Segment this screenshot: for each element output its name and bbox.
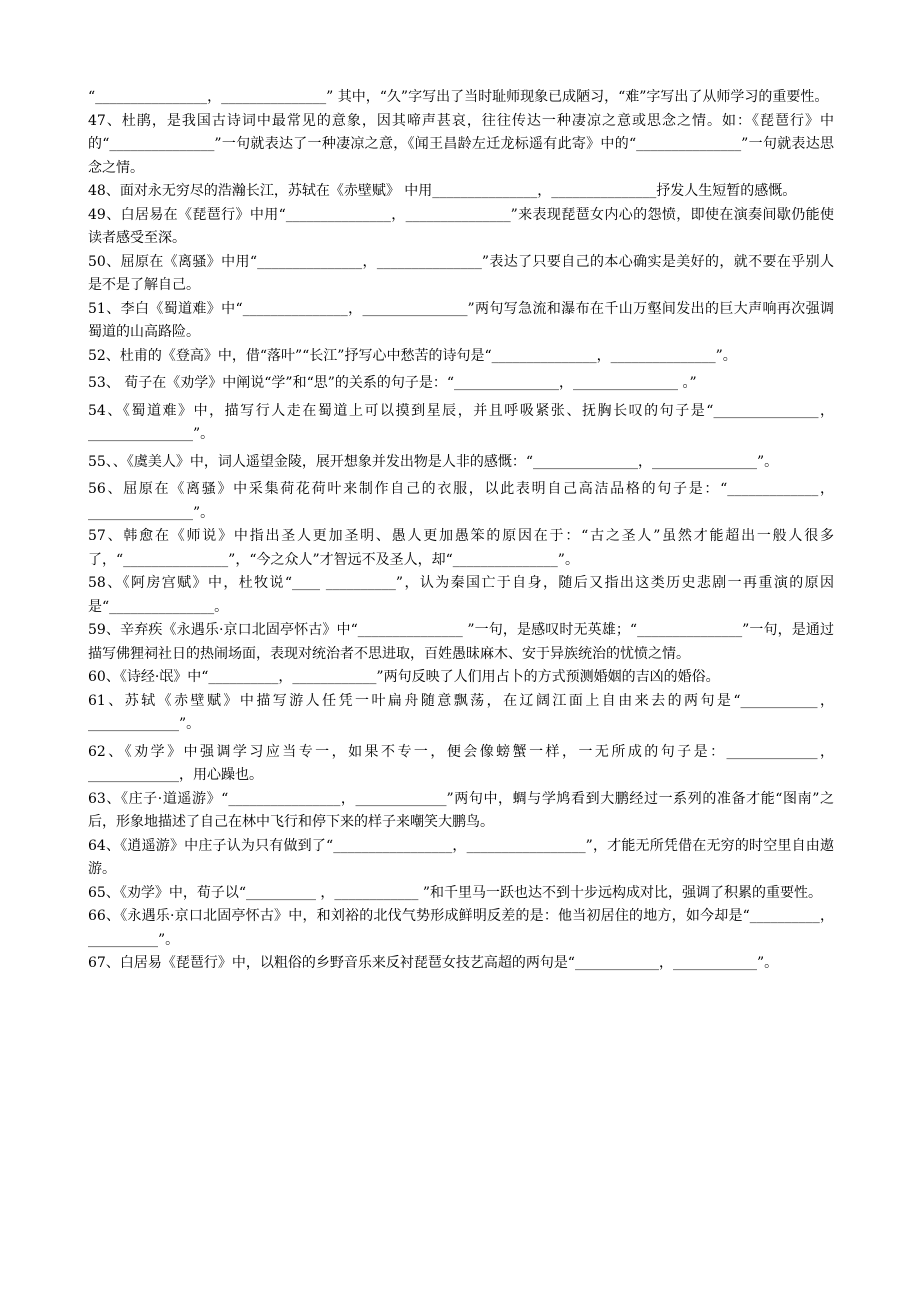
question-60: 60、《诗经·氓》中“__________，____________”两句反映了人们用占卜的方式预测婚姻的吉凶的婚俗。 xyxy=(88,669,720,685)
question-66: 66、《永遇乐·京口北固亭怀古》中，和刘裕的北伐气势形成鲜明反差的是：他当初居住的地方，如今却是“__________，__________”。 xyxy=(88,908,834,948)
question-53: 53、 荀子在《劝学》中阐说“学”和“思”的关系的句子是：“_______________，_______________ 。” xyxy=(88,375,697,391)
question-61: 61、苏轼《赤壁赋》中描写游人任凭一叶扁舟随意飘荡，在辽阔江面上自由来去的两句是“___________，_____________”。 xyxy=(88,692,834,732)
question-52: 52、杜甫的《登高》中，借“落叶”“长江”抒写心中愁苦的诗句是“_______________，_______________”。 xyxy=(88,347,737,364)
question-47: 47、杜鹃，是我国古诗词中最常见的意象，因其啼声甚哀，往往传达一种凄凉之意或思念之情。如：《琵琶行》中的“_______________”一句就表达了一种凄凉之意，《闻王昌龄左迁龙标遥有此寄》中的“_______________”一句就表达思念之情。 xyxy=(88,112,834,176)
question-62: 62、《劝学》中强调学习应当专一，如果不专一，便会像螃蟹一样，一无所成的句子是：_____________，_____________，用心躁也。 xyxy=(88,743,834,783)
question-58: 58、《阿房宫赋》中，杜牧说“____ __________”，认为秦国亡于自身，随后又指出这类历史悲剧一再重演的原因是“_______________。 xyxy=(88,575,834,615)
question-65: 65、《劝学》中，荀子以“__________ ，____________ ”和千里马一跃也达不到十步远构成对比，强调了积累的重要性。 xyxy=(88,884,823,901)
question-67: 67、白居易《琵琶行》中，以粗俗的乡野音乐来反衬琵琶女技艺高超的两句是“____________，____________”。 xyxy=(88,955,779,971)
question-51: 51、李白《蜀道难》中“_______________，_______________”两句写急流和瀑布在千山万壑间发出的巨大声响再次强调蜀道的山高路险。 xyxy=(88,300,834,340)
question-50: 50、屈原在《离骚》中用“_______________，_______________”表达了只要自己的本心确实是美好的，就不要在乎别人是不是了解自己。 xyxy=(88,253,834,293)
question-56: 56、屈原在《离骚》中采集荷花荷叶来制作自己的衣服，以此表明自己高洁品格的句子是：“_____________，_______________”。 xyxy=(88,481,834,521)
question-49: 49、白居易在《琵琶行》中用“_______________，_______________”来表现琵琶女内心的怨愤，即使在演奏间歇仍能使读者感受至深。 xyxy=(88,206,834,246)
question-continued: “________________，_______________” 其中，“久”字写出了当时耻师现象已成陋习，“难”字写出了从师学习的重要性。 xyxy=(88,89,829,105)
question-55: 55、、《虞美人》中，词人遥望金陵，展开想象并发出物是人非的感慨：“_______________，_______________”。 xyxy=(88,453,779,470)
question-57: 57、韩愈在《师说》中指出圣人更加圣明、愚人更加愚笨的原因在于：“古之圣人”虽然才能超出一般人很多了，“_______________”，“今之众人”才智远不及圣人，却“_______________”。 xyxy=(88,528,834,568)
question-54: 54、《蜀道难》中，描写行人走在蜀道上可以摸到星辰，并且呼吸紧张、抚胸长叹的句子是“_______________，_______________”。 xyxy=(88,402,834,442)
question-48: 48、面对永无穷尽的浩瀚长江，苏轼在《赤壁赋》 中用_______________，_______________抒发人生短暂的感慨。 xyxy=(88,183,797,199)
question-59: 59、辛弃疾《永遇乐·京口北固亭怀古》中“_______________ ”一句，是感叹时无英雄；“_______________”一句，是通过描写佛狸祠社日的热闹场面，表现对统治者不思进取，百姓愚昧麻木、安于异族统治的忧愤之情。 xyxy=(88,622,834,662)
question-63: 63、《庄子·道遥游》“________________，_____________”两句中，蜩与学鸠看到大鹏经过一系列的准备才能“图南”之后，形象地描述了自己在林中飞行和停下来的样子来嘲笑大鹏鸟。 xyxy=(88,790,834,830)
question-64: 64、《逍遥游》中庄子认为只有做到了“_________________，_________________”，才能无所凭借在无穷的时空里自由遨游。 xyxy=(88,837,834,877)
